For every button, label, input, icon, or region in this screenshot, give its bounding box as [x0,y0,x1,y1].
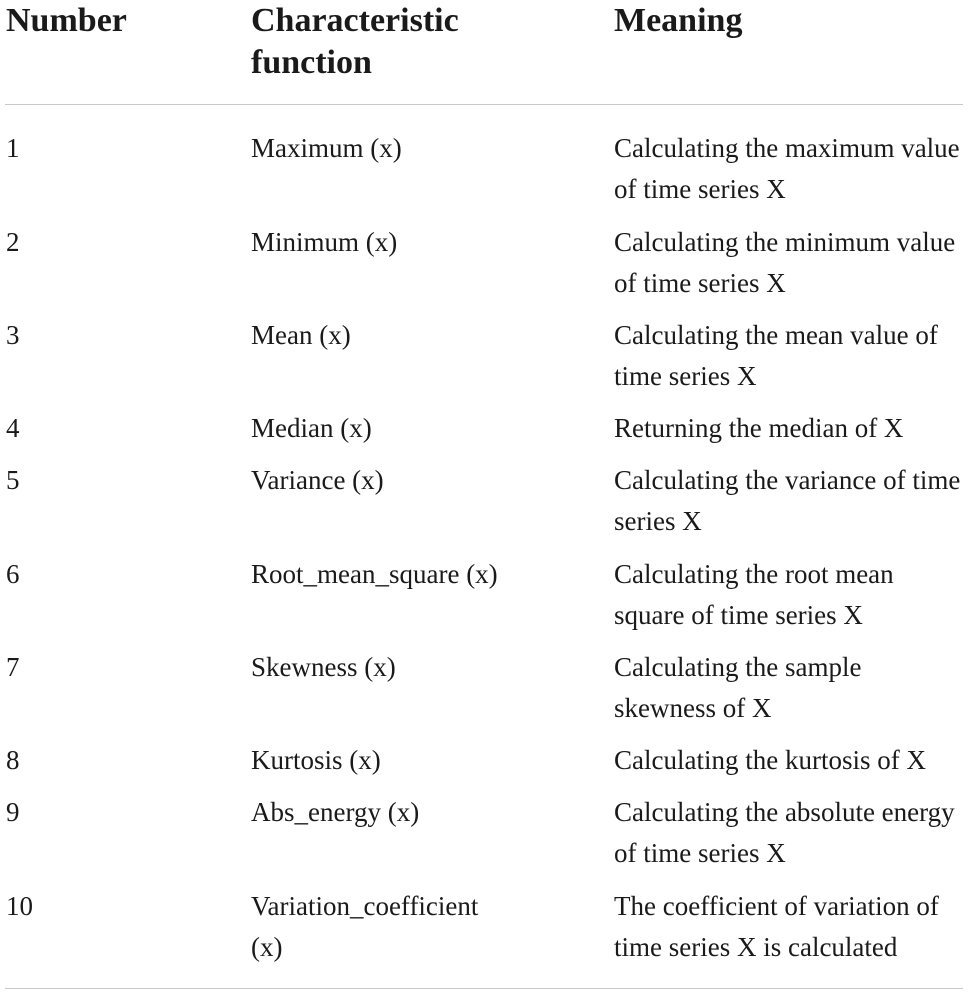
cell-number: 8 [6,745,20,775]
cell-function: Minimum (x) [251,227,398,257]
table-bottom-rule [5,988,963,989]
cell-function: Mean (x) [251,320,351,350]
table-row [5,554,963,647]
cell-meaning: Calculating the sample skewness of X [614,652,862,723]
table-row [5,128,963,222]
cell-function: Maximum (x) [251,133,402,163]
cell-number: 1 [6,133,20,163]
header-characteristic-function: Characteristic function [251,2,459,81]
table-row [5,886,963,979]
cell-number: 2 [6,227,20,257]
header-meaning: Meaning [614,2,743,39]
cell-function: Skewness (x) [251,652,396,682]
cell-function: Variation_coefficient (x) [251,891,479,962]
table-row [5,222,963,315]
cell-meaning: Calculating the maximum value of time series X [614,133,960,204]
table-row [5,315,963,408]
cell-number: 3 [6,320,20,350]
table-header [5,0,963,105]
table-row [5,792,963,886]
cell-meaning: Calculating the absolute energy of time series X [614,797,955,868]
cell-meaning: Calculating the minimum value of time series X [614,227,956,298]
cell-number: 4 [6,413,20,443]
table-row [5,647,963,740]
table-row [5,408,963,460]
feature-table [5,0,963,979]
header-number: Number [6,2,127,39]
cell-function: Kurtosis (x) [251,745,381,775]
cell-function: Median (x) [251,413,372,443]
cell-meaning: Calculating the variance of time series X [614,465,961,536]
cell-number: 5 [6,465,20,495]
cell-number: 6 [6,559,20,589]
cell-meaning: Calculating the root mean square of time series X [614,559,894,630]
cell-number: 10 [6,891,33,921]
cell-number: 7 [6,652,20,682]
cell-meaning: The coefficient of variation of time series X is calculated [614,891,939,962]
cell-function: Root_mean_square (x) [251,559,498,589]
cell-number: 9 [6,797,20,827]
table-row [5,460,963,554]
cell-function: Abs_energy (x) [251,797,420,827]
table-body [5,105,963,979]
table-row [5,740,963,792]
cell-meaning: Calculating the mean value of time series X [614,320,938,391]
cell-function: Variance (x) [251,465,384,495]
cell-meaning: Calculating the kurtosis of X [614,745,926,775]
cell-meaning: Returning the median of X [614,413,904,443]
